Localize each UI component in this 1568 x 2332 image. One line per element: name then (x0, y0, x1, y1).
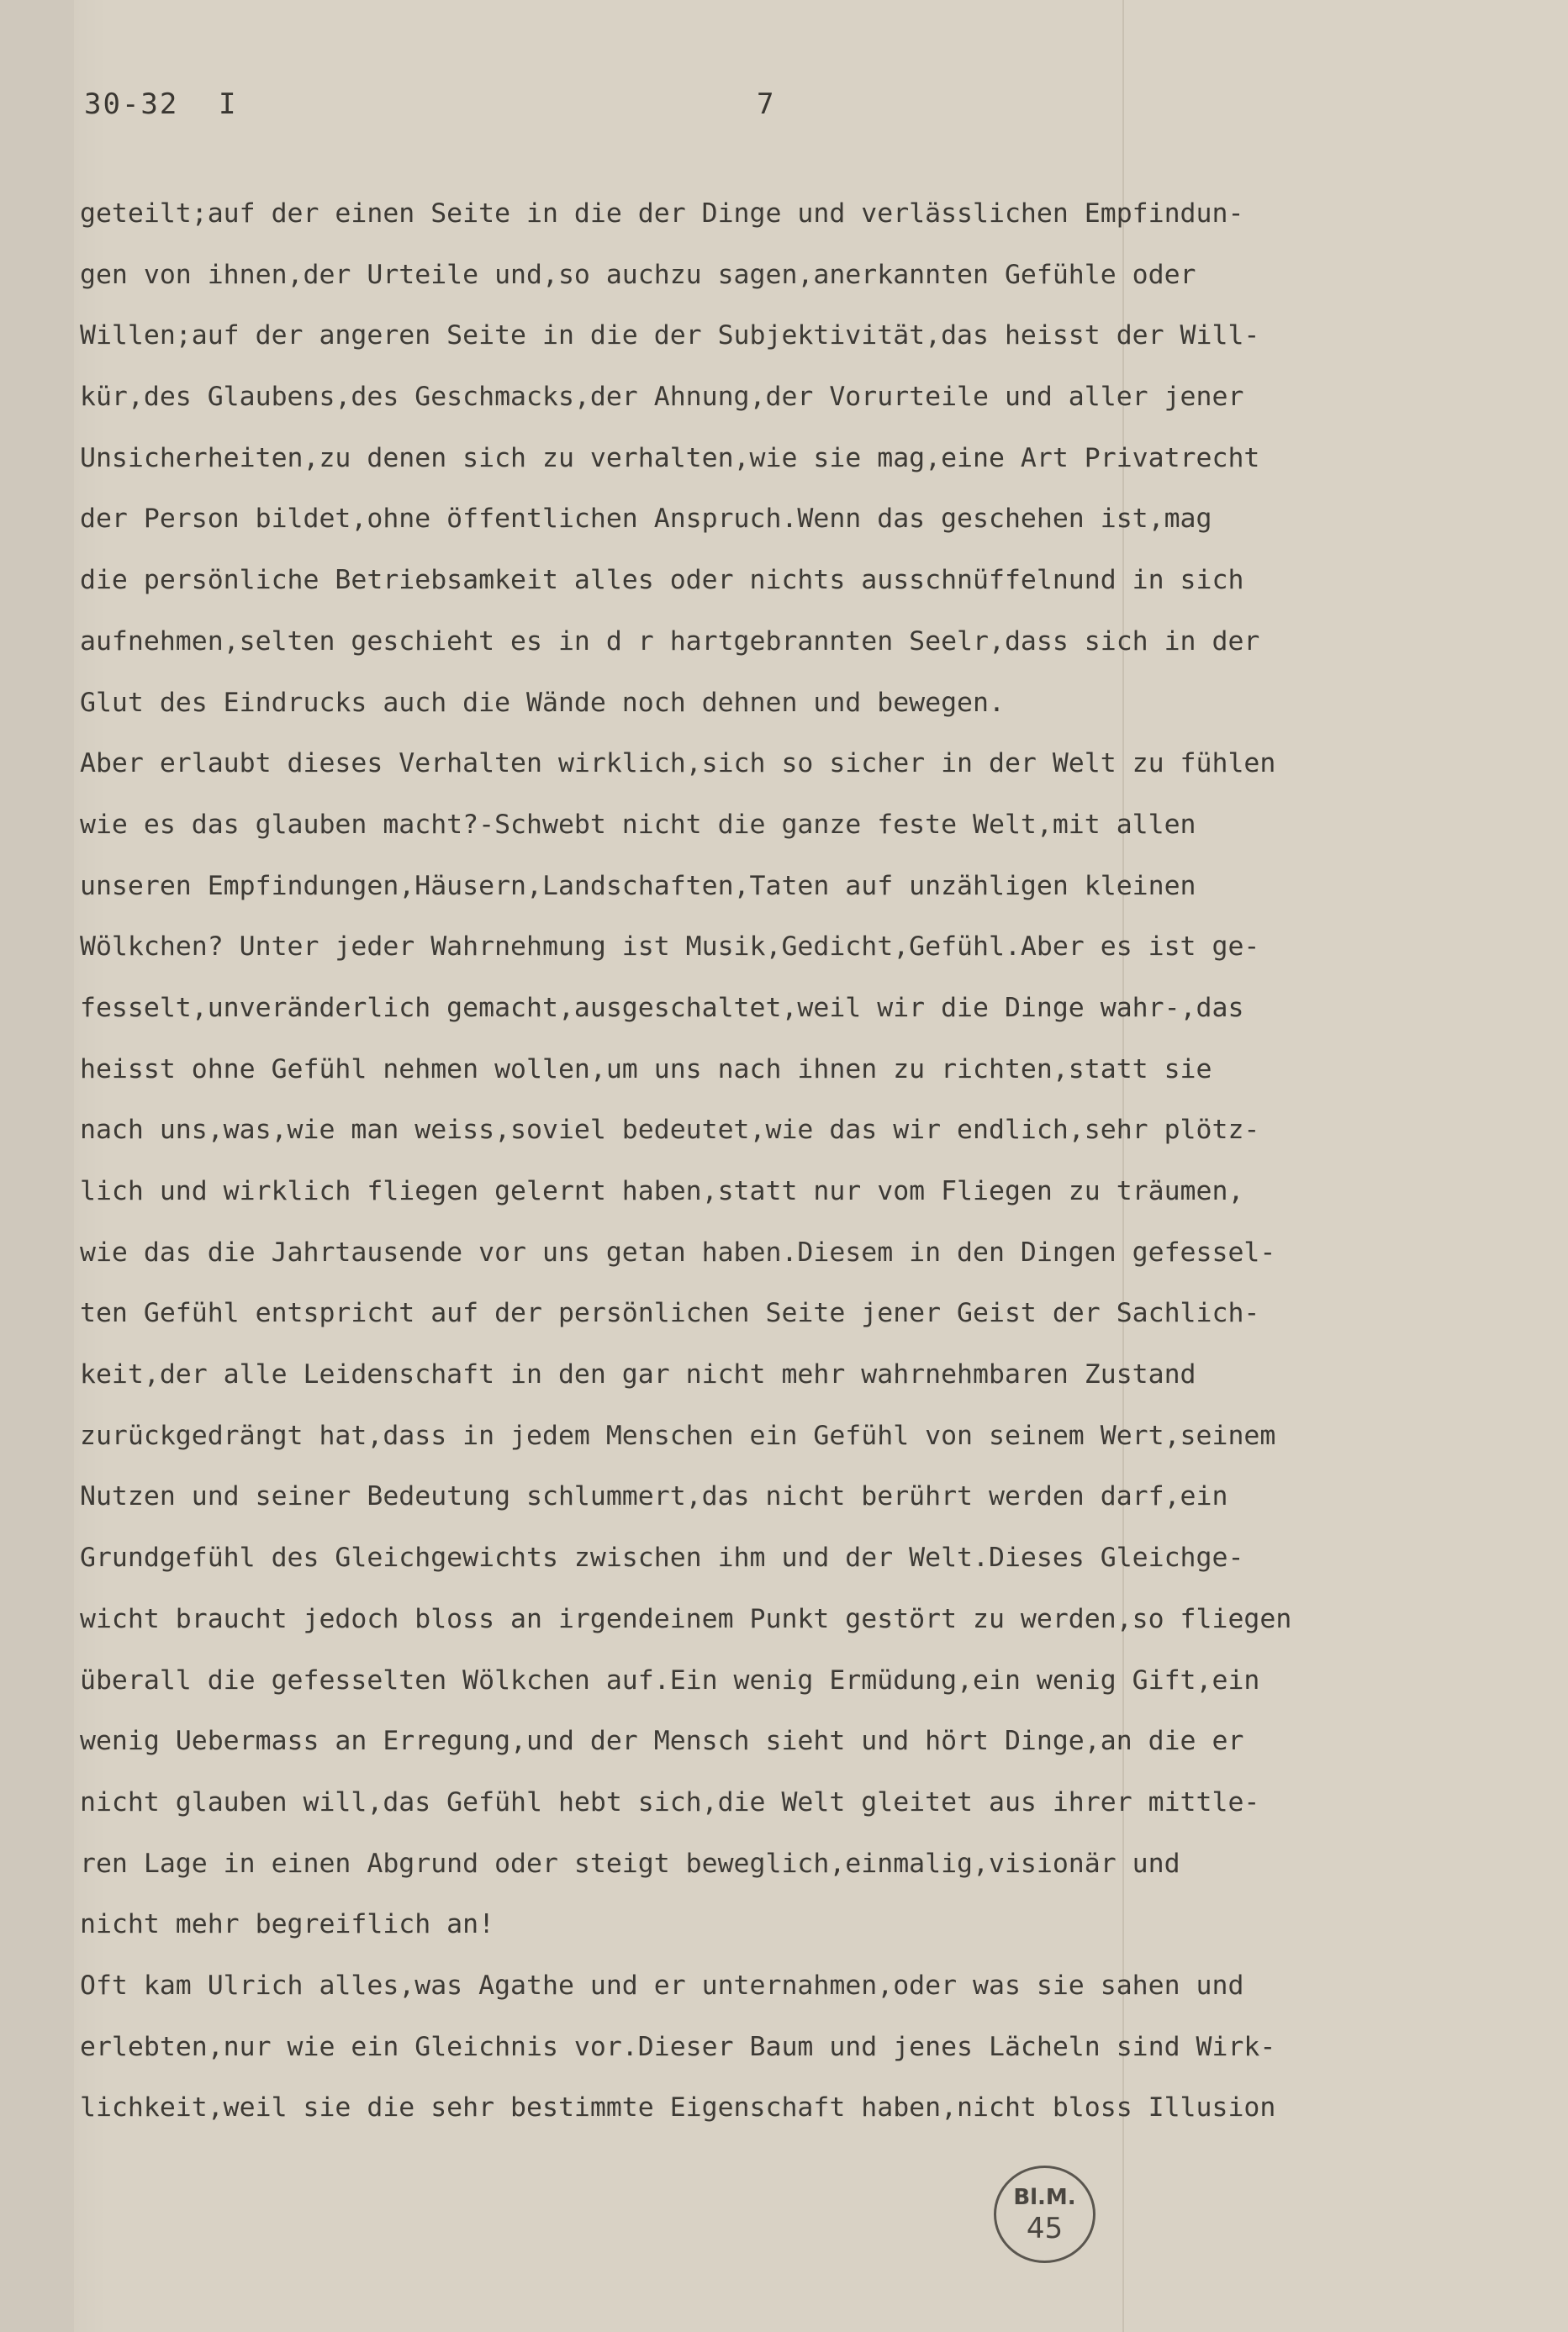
text-line: gen von ihnen,der Urteile und,so auchzu sagen,anerkannten Gefühle oder (80, 259, 1196, 290)
page-header (84, 87, 1497, 129)
text-line: unseren Empfindungen,Häusern,Landschaften,Taten auf unzähligen kleinen (80, 870, 1196, 901)
text-line: fesselt,unveränderlich gemacht,ausgeschaltet,weil wir die Dinge wahr-,das (80, 992, 1244, 1023)
text-line: Wölkchen? Unter jeder Wahrnehmung ist Musik,Gedicht,Gefühl.Aber es ist ge- (80, 931, 1260, 963)
stamp-label: Bl.M. (1013, 2185, 1076, 2210)
text-line: nach uns,was,wie man weiss,soviel bedeutet,wie das wir endlich,sehr plötz- (80, 1115, 1260, 1146)
section-number: I (219, 87, 236, 121)
text-line: heisst ohne Gefühl nehmen wollen,um uns nach ihnen zu richten,statt sie (80, 1053, 1212, 1084)
text-line: wenig Uebermass an Erregung,und der Mensch sieht und hört Dinge,an die er (80, 1726, 1244, 1757)
manuscript-reference: 30-32 (84, 87, 179, 121)
text-line: Oft kam Ulrich alles,was Agathe und er unternahmen,oder was sie sahen und (80, 1970, 1244, 2001)
text-line: ten Gefühl entspricht auf der persönlichen Seite jener Geist der Sachlich- (80, 1298, 1260, 1329)
stamp-number: 45 (1026, 2212, 1064, 2245)
text-line: zurückgedrängt hat,dass in jedem Menschen ein Gefühl von seinem Wert,seinem (80, 1420, 1276, 1451)
typewritten-text (80, 183, 1501, 2139)
text-line: Unsicherheiten,zu denen sich zu verhalten,wie sie mag,eine Art Privatrecht (80, 442, 1260, 473)
text-line: überall die gefesselten Wölkchen auf.Ein wenig Ermüdung,ein wenig Gift,ein (80, 1665, 1260, 1696)
text-line: kür,des Glaubens,des Geschmacks,der Ahnung,der Vorurteile und aller jener (80, 382, 1244, 413)
page-number: 7 (757, 87, 774, 121)
text-line: Glut des Eindrucks auch die Wände noch dehnen und bewegen. (80, 687, 1005, 718)
text-line: wicht braucht jedoch bloss an irgendeinem Punkt gestört zu werden,so fliegen (80, 1603, 1292, 1634)
text-line: Grundgefühl des Gleichgewichts zwischen ihm und der Welt.Dieses Gleichge- (80, 1543, 1244, 1574)
text-line: aufnehmen,selten geschieht es in d r hartgebrannten Seelr,dass sich in der (80, 625, 1260, 657)
text-line: erlebten,nur wie ein Gleichnis vor.Dieser Baum und jenes Lächeln sind Wirk- (80, 2031, 1276, 2062)
archive-stamp (994, 2166, 1095, 2263)
text-line: lich und wirklich fliegen gelernt haben,statt nur vom Fliegen zu träumen, (80, 1176, 1244, 1206)
text-line: keit,der alle Leidenschaft in den gar nicht mehr wahrnehmbaren Zustand (80, 1359, 1196, 1390)
text-line: wie das die Jahrtausende vor uns getan haben.Diesem in den Dingen gefessel- (80, 1237, 1276, 1268)
text-line: Aber erlaubt dieses Verhalten wirklich,sich so sicher in der Welt zu fühlen (80, 748, 1276, 779)
text-line: Nutzen und seiner Bedeutung schlummert,das nicht berührt werden darf,ein (80, 1481, 1228, 1512)
text-line: nicht glauben will,das Gefühl hebt sich,die Welt gleitet aus ihrer mittle- (80, 1786, 1260, 1818)
text-line: geteilt;auf der einen Seite in die der Dinge und verlässlichen Empfindun- (80, 198, 1244, 229)
text-line: lichkeit,weil sie die sehr bestimmte Eigenschaft haben,nicht bloss Illusion (80, 2092, 1276, 2124)
text-line: nicht mehr begreiflich an! (80, 1909, 495, 1940)
text-line: die persönliche Betriebsamkeit alles oder nichts ausschnüffelnund in sich (80, 565, 1244, 596)
text-line: ren Lage in einen Abgrund oder steigt beweglich,einmalig,visionär und (80, 1848, 1180, 1879)
text-line: der Person bildet,ohne öffentlichen Anspruch.Wenn das geschehen ist,mag (80, 504, 1212, 535)
text-line: wie es das glauben macht?-Schwebt nicht die ganze feste Welt,mit allen (80, 809, 1196, 840)
text-line: Willen;auf der angeren Seite in die der Subjektivität,das heisst der Will- (80, 320, 1260, 351)
